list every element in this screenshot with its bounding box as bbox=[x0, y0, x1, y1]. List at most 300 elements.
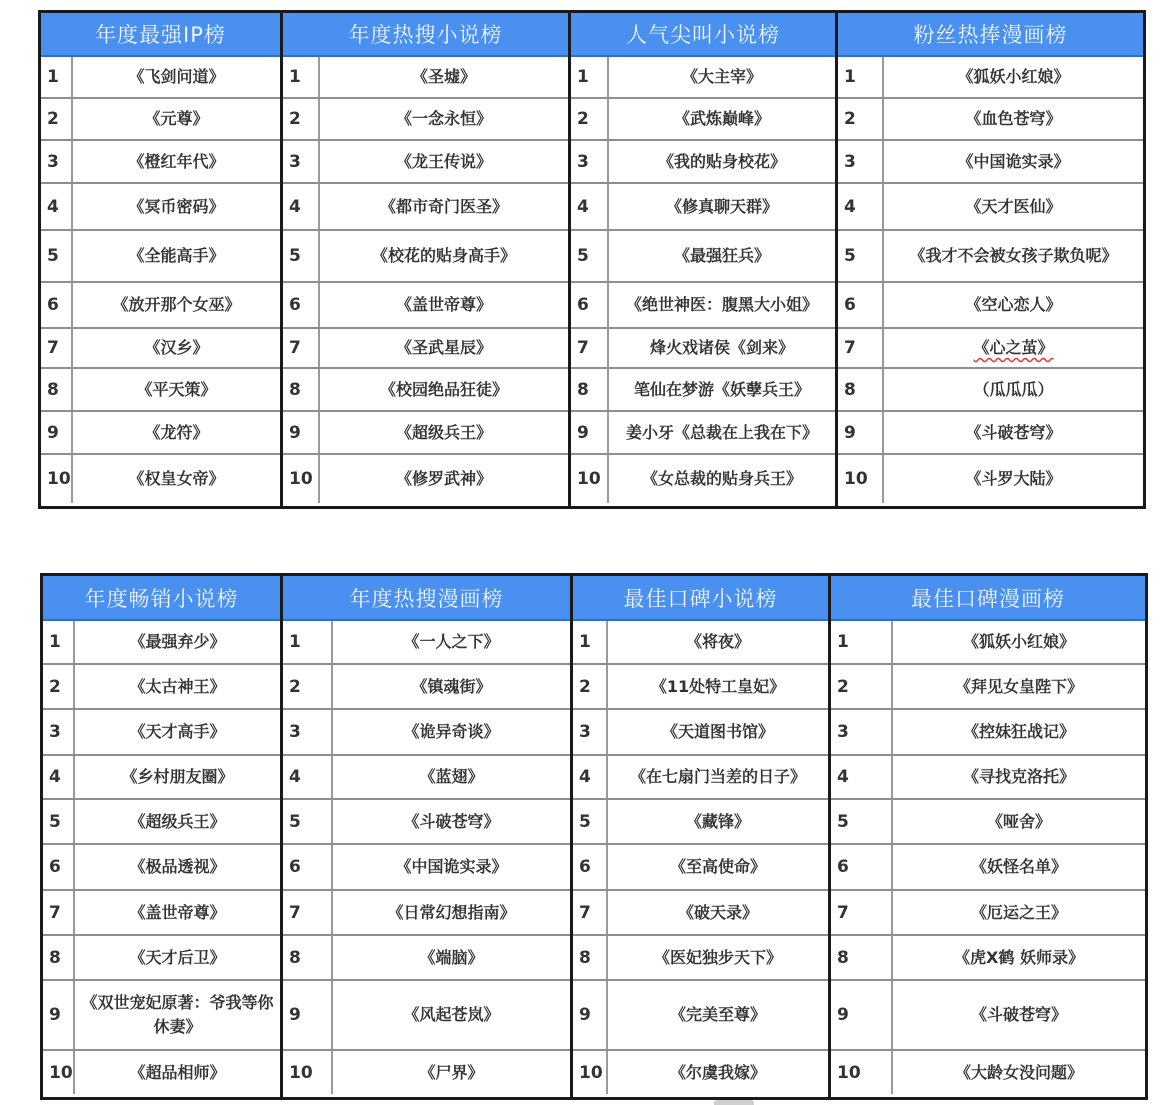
work-title bbox=[333, 756, 570, 798]
work-title-text: 《斗罗大陆》 bbox=[965, 469, 1062, 488]
work-title-text: 《女总裁的贴身兵王》 bbox=[641, 469, 802, 488]
work-title-text: 《最强狂兵》 bbox=[673, 246, 770, 265]
work-title bbox=[333, 936, 570, 979]
work-title-text: 《风起苍岚》 bbox=[403, 1005, 500, 1024]
rank-number: 1 bbox=[283, 57, 320, 97]
work-title bbox=[609, 99, 835, 139]
work-title bbox=[893, 665, 1145, 708]
table-row bbox=[831, 710, 1145, 756]
work-title-text: 《全能高手》 bbox=[128, 246, 225, 265]
rank-number: 6 bbox=[573, 845, 608, 889]
rank-number: 10 bbox=[283, 1051, 333, 1094]
rank-number: 10 bbox=[571, 455, 609, 503]
rank-number: 6 bbox=[571, 283, 609, 327]
work-title-text: 《盖世帝尊》 bbox=[129, 902, 226, 922]
table-row bbox=[43, 1051, 280, 1094]
table-row bbox=[831, 1051, 1145, 1094]
rank-number: 4 bbox=[838, 184, 884, 229]
work-title-text: 《我才不会被女孩子欺负呢》 bbox=[909, 246, 1118, 265]
rank-number: 6 bbox=[43, 845, 75, 889]
work-title-text: 《冥币密码》 bbox=[128, 196, 225, 216]
rank-number: 8 bbox=[283, 936, 333, 979]
rank-number: 3 bbox=[831, 710, 893, 754]
rank-number: 8 bbox=[571, 369, 609, 410]
work-title bbox=[333, 665, 570, 708]
work-title-text: 《空心恋人》 bbox=[965, 295, 1062, 314]
rank-number: 3 bbox=[838, 141, 884, 182]
work-title-text: 《血色苍穹》 bbox=[965, 109, 1062, 128]
table-row bbox=[571, 369, 835, 412]
work-title bbox=[893, 800, 1145, 843]
work-title bbox=[333, 710, 570, 754]
work-title bbox=[75, 845, 280, 889]
work-title-text: 《放开那个女巫》 bbox=[112, 295, 241, 314]
work-title-text: 《斗破苍穹》 bbox=[970, 1005, 1067, 1024]
work-title bbox=[73, 57, 280, 97]
table-row bbox=[283, 283, 568, 329]
table-row bbox=[571, 184, 835, 231]
table-row bbox=[283, 141, 568, 184]
rank-number: 7 bbox=[43, 891, 75, 934]
work-title-text: 《寻找克洛托》 bbox=[962, 767, 1075, 786]
work-title bbox=[884, 455, 1143, 503]
work-title bbox=[75, 891, 280, 934]
rank-number: 6 bbox=[283, 283, 320, 327]
table-row bbox=[43, 891, 280, 936]
table-row bbox=[838, 141, 1143, 184]
table-row bbox=[573, 621, 828, 665]
work-title-text: 《藏锋》 bbox=[685, 811, 750, 831]
work-title-text: 《厄运之王》 bbox=[970, 902, 1067, 922]
table-row bbox=[43, 936, 280, 981]
rank-number: 4 bbox=[571, 184, 609, 229]
ranking-list-col-1 bbox=[41, 13, 283, 506]
work-title-text: 《日常幻想指南》 bbox=[387, 902, 516, 922]
work-title-text: 《镇魂街》 bbox=[411, 676, 492, 696]
table-row bbox=[43, 665, 280, 710]
work-title bbox=[73, 455, 280, 503]
table-row bbox=[571, 57, 835, 99]
work-title bbox=[608, 756, 828, 798]
work-title bbox=[609, 231, 835, 281]
rank-number: 4 bbox=[283, 184, 320, 229]
work-title bbox=[884, 184, 1143, 229]
work-title-text: 《校花的贴身高手》 bbox=[371, 246, 516, 265]
work-title bbox=[609, 141, 835, 182]
table-row bbox=[283, 369, 568, 412]
work-title bbox=[73, 99, 280, 139]
work-title-text: 《大龄女没问题》 bbox=[954, 1062, 1083, 1082]
rank-number: 9 bbox=[41, 412, 73, 453]
work-title-text: 《天才后卫》 bbox=[129, 947, 226, 967]
work-title-text: 《拜见女皇陛下》 bbox=[954, 676, 1083, 696]
table-row bbox=[283, 756, 570, 800]
table-row bbox=[831, 936, 1145, 981]
table-row bbox=[41, 369, 280, 412]
table-row bbox=[283, 665, 570, 710]
table-row bbox=[283, 891, 570, 936]
work-title-text: 《天才医仙》 bbox=[965, 196, 1062, 216]
table-row bbox=[838, 412, 1143, 455]
rank-number: 9 bbox=[283, 981, 333, 1049]
work-title-text: 《都市奇门医圣》 bbox=[379, 196, 508, 216]
ranking-list-col-4 bbox=[838, 13, 1143, 506]
rank-number: 6 bbox=[283, 845, 333, 889]
list-header: 最佳口碑小说榜 bbox=[573, 576, 828, 621]
table-row bbox=[838, 57, 1143, 99]
work-title-text: 《双世宠妃原著：爷我等你休妻》 bbox=[81, 993, 274, 1036]
work-title bbox=[609, 184, 835, 229]
work-title-text: 《乡村朋友圈》 bbox=[121, 767, 234, 786]
list-header: 年度最强IP榜 bbox=[41, 13, 280, 57]
table-row bbox=[41, 99, 280, 141]
table-row bbox=[571, 141, 835, 184]
work-title-text: 《平天策》 bbox=[136, 379, 217, 399]
work-title bbox=[893, 710, 1145, 754]
list-header: 人气尖叫小说榜 bbox=[571, 13, 835, 57]
work-title-text: 《一念永恒》 bbox=[395, 109, 492, 128]
table-row bbox=[283, 455, 568, 503]
work-title bbox=[893, 936, 1145, 979]
work-title bbox=[893, 981, 1145, 1049]
work-title-text: 《橙红年代》 bbox=[128, 151, 225, 171]
rank-number: 7 bbox=[41, 329, 73, 367]
table-row bbox=[283, 412, 568, 455]
work-title-text: 《妖怪名单》 bbox=[970, 857, 1067, 876]
rank-number: 5 bbox=[41, 231, 73, 281]
rank-number: 5 bbox=[838, 231, 884, 281]
rank-number: 4 bbox=[283, 756, 333, 798]
work-title bbox=[333, 891, 570, 934]
table-row bbox=[838, 329, 1143, 369]
rank-number: 10 bbox=[41, 455, 73, 503]
rank-number: 8 bbox=[41, 369, 73, 410]
rank-number: 2 bbox=[838, 99, 884, 139]
table-row bbox=[283, 845, 570, 891]
work-title bbox=[320, 369, 568, 410]
rank-number: 2 bbox=[283, 99, 320, 139]
rank-number: 9 bbox=[838, 412, 884, 453]
work-title bbox=[608, 665, 828, 708]
table-row bbox=[41, 329, 280, 369]
work-title bbox=[608, 845, 828, 889]
work-title-text: 《最强弃少》 bbox=[129, 632, 226, 651]
table-row bbox=[41, 283, 280, 329]
ranking-list-col-2 bbox=[283, 576, 573, 1097]
work-title bbox=[320, 57, 568, 97]
work-title bbox=[608, 936, 828, 979]
table-row bbox=[43, 845, 280, 891]
table-row bbox=[283, 231, 568, 283]
work-title bbox=[75, 710, 280, 754]
table-row bbox=[571, 329, 835, 369]
work-title bbox=[75, 936, 280, 979]
table-row bbox=[41, 57, 280, 99]
work-title-text: 《蓝翅》 bbox=[419, 767, 484, 786]
work-title bbox=[75, 981, 280, 1049]
list-header: 最佳口碑漫画榜 bbox=[831, 576, 1145, 621]
table-row bbox=[573, 800, 828, 845]
rank-number: 7 bbox=[571, 329, 609, 367]
work-title-text: 《圣武星辰》 bbox=[395, 338, 492, 357]
work-title-text: 《至高使命》 bbox=[669, 857, 766, 876]
rank-number: 3 bbox=[41, 141, 73, 182]
work-title bbox=[320, 329, 568, 367]
rank-number: 1 bbox=[831, 621, 893, 663]
rank-number: 3 bbox=[43, 710, 75, 754]
table-row bbox=[283, 1051, 570, 1094]
rank-number: 9 bbox=[43, 981, 75, 1049]
ranking-list-col-1 bbox=[43, 576, 283, 1097]
table-row bbox=[43, 710, 280, 756]
table-row bbox=[838, 283, 1143, 329]
work-title bbox=[73, 184, 280, 229]
work-title bbox=[884, 369, 1143, 410]
table-row bbox=[41, 184, 280, 231]
rank-number: 4 bbox=[41, 184, 73, 229]
work-title-text: 《元尊》 bbox=[144, 109, 209, 128]
work-title bbox=[333, 800, 570, 843]
ranking-list-col-2 bbox=[283, 13, 571, 506]
work-title bbox=[893, 1051, 1145, 1094]
table-row bbox=[571, 99, 835, 141]
work-title-text: 《心之茧》 bbox=[973, 338, 1054, 357]
table-row bbox=[283, 99, 568, 141]
bottom-ranking-board bbox=[40, 573, 1148, 1100]
table-row bbox=[283, 329, 568, 369]
work-title bbox=[608, 891, 828, 934]
work-title-text: 《龙王传说》 bbox=[395, 151, 492, 171]
table-row bbox=[43, 981, 280, 1051]
work-title-text: 《龙符》 bbox=[144, 422, 209, 442]
table-row bbox=[838, 99, 1143, 141]
work-title bbox=[884, 141, 1143, 182]
rank-number: 3 bbox=[573, 710, 608, 754]
work-title-text: 《飞剑问道》 bbox=[128, 67, 225, 86]
work-title bbox=[609, 412, 835, 453]
work-title-text: 《极品透视》 bbox=[129, 857, 226, 876]
table-row bbox=[831, 845, 1145, 891]
table-row bbox=[41, 455, 280, 503]
rank-number: 9 bbox=[573, 981, 608, 1049]
table-row bbox=[41, 141, 280, 184]
work-title-text: 《超级兵王》 bbox=[129, 811, 226, 831]
work-title bbox=[73, 141, 280, 182]
rank-number: 5 bbox=[43, 800, 75, 843]
table-row bbox=[838, 455, 1143, 503]
work-title bbox=[320, 141, 568, 182]
table-row bbox=[831, 981, 1145, 1051]
rank-number: 1 bbox=[41, 57, 73, 97]
table-row bbox=[283, 981, 570, 1051]
work-title-text: 《端脑》 bbox=[419, 947, 484, 967]
rank-number: 10 bbox=[283, 455, 320, 503]
work-title-text: 笔仙在梦游《妖孽兵王》 bbox=[633, 379, 810, 399]
work-title bbox=[75, 756, 280, 798]
table-row bbox=[283, 800, 570, 845]
table-row bbox=[573, 710, 828, 756]
table-row bbox=[838, 184, 1143, 231]
work-title-text: 《一人之下》 bbox=[403, 632, 500, 651]
rank-number: 1 bbox=[43, 621, 75, 663]
work-title-text: 《武炼巅峰》 bbox=[673, 109, 770, 128]
table-row bbox=[41, 231, 280, 283]
work-title bbox=[333, 1051, 570, 1094]
work-title bbox=[320, 283, 568, 327]
table-row bbox=[283, 621, 570, 665]
work-title bbox=[893, 845, 1145, 889]
list-header: 年度热搜小说榜 bbox=[283, 13, 568, 57]
work-title bbox=[884, 283, 1143, 327]
work-title bbox=[320, 455, 568, 503]
rank-number: 8 bbox=[831, 936, 893, 979]
work-title bbox=[609, 329, 835, 367]
work-title-text: 《虎X鹤 妖师录》 bbox=[954, 947, 1084, 967]
work-title bbox=[608, 710, 828, 754]
rank-number: 9 bbox=[571, 412, 609, 453]
scroll-handle[interactable] bbox=[714, 1100, 754, 1105]
rank-number: 2 bbox=[43, 665, 75, 708]
work-title-text: 《中国诡实录》 bbox=[395, 857, 508, 876]
work-title-text: 《我的贴身校花》 bbox=[657, 151, 786, 171]
rank-number: 8 bbox=[43, 936, 75, 979]
table-row bbox=[43, 621, 280, 665]
rank-number: 7 bbox=[831, 891, 893, 934]
ranking-list-col-4 bbox=[831, 576, 1145, 1097]
work-title-text: 《天道图书馆》 bbox=[661, 722, 774, 741]
work-title-text: 《太古神王》 bbox=[129, 676, 226, 696]
work-title-text: 《哑舍》 bbox=[986, 811, 1051, 831]
work-title-text: 《尔虞我嫁》 bbox=[669, 1062, 766, 1082]
work-title-text: 《在七扇门当差的日子》 bbox=[629, 767, 806, 786]
rank-number: 9 bbox=[831, 981, 893, 1049]
table-row bbox=[283, 184, 568, 231]
rank-number: 10 bbox=[573, 1051, 608, 1094]
rank-number: 4 bbox=[43, 756, 75, 798]
work-title-text: 《斗破苍穹》 bbox=[965, 422, 1062, 442]
work-title-text: 《绝世神医：腹黑大小姐》 bbox=[625, 295, 818, 314]
work-title-text: 《超品相师》 bbox=[129, 1062, 226, 1082]
rank-number: 2 bbox=[831, 665, 893, 708]
table-row bbox=[283, 57, 568, 99]
work-title bbox=[320, 412, 568, 453]
rank-number: 7 bbox=[283, 329, 320, 367]
work-title bbox=[73, 329, 280, 367]
rank-number: 6 bbox=[838, 283, 884, 327]
rank-number: 5 bbox=[573, 800, 608, 843]
work-title bbox=[884, 57, 1143, 97]
work-title bbox=[608, 1051, 828, 1094]
rank-number: 9 bbox=[283, 412, 320, 453]
work-title bbox=[884, 231, 1143, 281]
work-title bbox=[75, 800, 280, 843]
work-title-text: 《超级兵王》 bbox=[395, 422, 492, 442]
work-title-text: 《盖世帝尊》 bbox=[395, 295, 492, 314]
rank-number: 5 bbox=[831, 800, 893, 843]
work-title bbox=[75, 621, 280, 663]
table-row bbox=[573, 1051, 828, 1094]
rank-number: 7 bbox=[283, 891, 333, 934]
work-title bbox=[73, 231, 280, 281]
top-ranking-board bbox=[38, 10, 1146, 509]
work-title-text: 《诡异奇谈》 bbox=[403, 722, 500, 741]
work-title bbox=[75, 1051, 280, 1094]
work-title bbox=[608, 621, 828, 663]
ranking-list-col-3 bbox=[573, 576, 831, 1097]
work-title-text: 《大主宰》 bbox=[681, 67, 762, 86]
work-title bbox=[884, 329, 1143, 367]
work-title bbox=[893, 891, 1145, 934]
rank-number: 7 bbox=[838, 329, 884, 367]
work-title bbox=[320, 231, 568, 281]
rank-number: 8 bbox=[573, 936, 608, 979]
rank-number: 5 bbox=[283, 231, 320, 281]
list-header: 年度热搜漫画榜 bbox=[283, 576, 570, 621]
table-row bbox=[41, 412, 280, 455]
ranking-list-col-3 bbox=[571, 13, 838, 506]
work-title-text: 《校园绝品狂徒》 bbox=[379, 379, 508, 399]
work-title-text: 《完美至尊》 bbox=[669, 1005, 766, 1024]
work-title-text: （瓜瓜瓜） bbox=[973, 379, 1054, 399]
work-title-text: 《汉乡》 bbox=[144, 338, 209, 357]
table-row bbox=[831, 891, 1145, 936]
rank-number: 3 bbox=[283, 710, 333, 754]
rank-number: 5 bbox=[571, 231, 609, 281]
work-title bbox=[73, 283, 280, 327]
work-title-text: 《修罗武神》 bbox=[395, 469, 492, 488]
table-row bbox=[573, 756, 828, 800]
rank-number: 8 bbox=[838, 369, 884, 410]
work-title-text: 《狐妖小红娘》 bbox=[957, 67, 1070, 86]
table-row bbox=[43, 756, 280, 800]
work-title-text: 《修真聊天群》 bbox=[665, 196, 778, 216]
rank-number: 2 bbox=[41, 99, 73, 139]
table-row bbox=[43, 800, 280, 845]
work-title-text: 姜小牙《总裁在上我在下》 bbox=[625, 422, 818, 442]
rank-number: 6 bbox=[831, 845, 893, 889]
work-title bbox=[609, 455, 835, 503]
work-title-text: 《将夜》 bbox=[685, 632, 750, 651]
rank-number: 4 bbox=[573, 756, 608, 798]
work-title-text: 《圣墟》 bbox=[411, 67, 476, 86]
work-title bbox=[73, 369, 280, 410]
work-title bbox=[893, 621, 1145, 663]
rank-number: 2 bbox=[573, 665, 608, 708]
table-row bbox=[573, 665, 828, 710]
table-row bbox=[838, 369, 1143, 412]
rank-number: 7 bbox=[573, 891, 608, 934]
rank-number: 8 bbox=[283, 369, 320, 410]
rank-number: 10 bbox=[831, 1051, 893, 1094]
rank-number: 2 bbox=[571, 99, 609, 139]
table-row bbox=[831, 665, 1145, 710]
work-title bbox=[333, 981, 570, 1049]
work-title-text: 《中国诡实录》 bbox=[957, 151, 1070, 171]
work-title bbox=[333, 621, 570, 663]
work-title-text: 烽火戏诸侯《剑来》 bbox=[649, 338, 794, 357]
work-title-text: 《11处特工皇妃》 bbox=[650, 676, 786, 696]
list-header: 粉丝热捧漫画榜 bbox=[838, 13, 1143, 57]
table-row bbox=[571, 231, 835, 283]
table-row bbox=[838, 231, 1143, 283]
table-row bbox=[283, 936, 570, 981]
work-title-text: 《斗破苍穹》 bbox=[403, 811, 500, 831]
work-title-text: 《尸界》 bbox=[419, 1062, 484, 1082]
rank-number: 1 bbox=[283, 621, 333, 663]
work-title bbox=[609, 369, 835, 410]
table-row bbox=[573, 936, 828, 981]
work-title bbox=[884, 99, 1143, 139]
